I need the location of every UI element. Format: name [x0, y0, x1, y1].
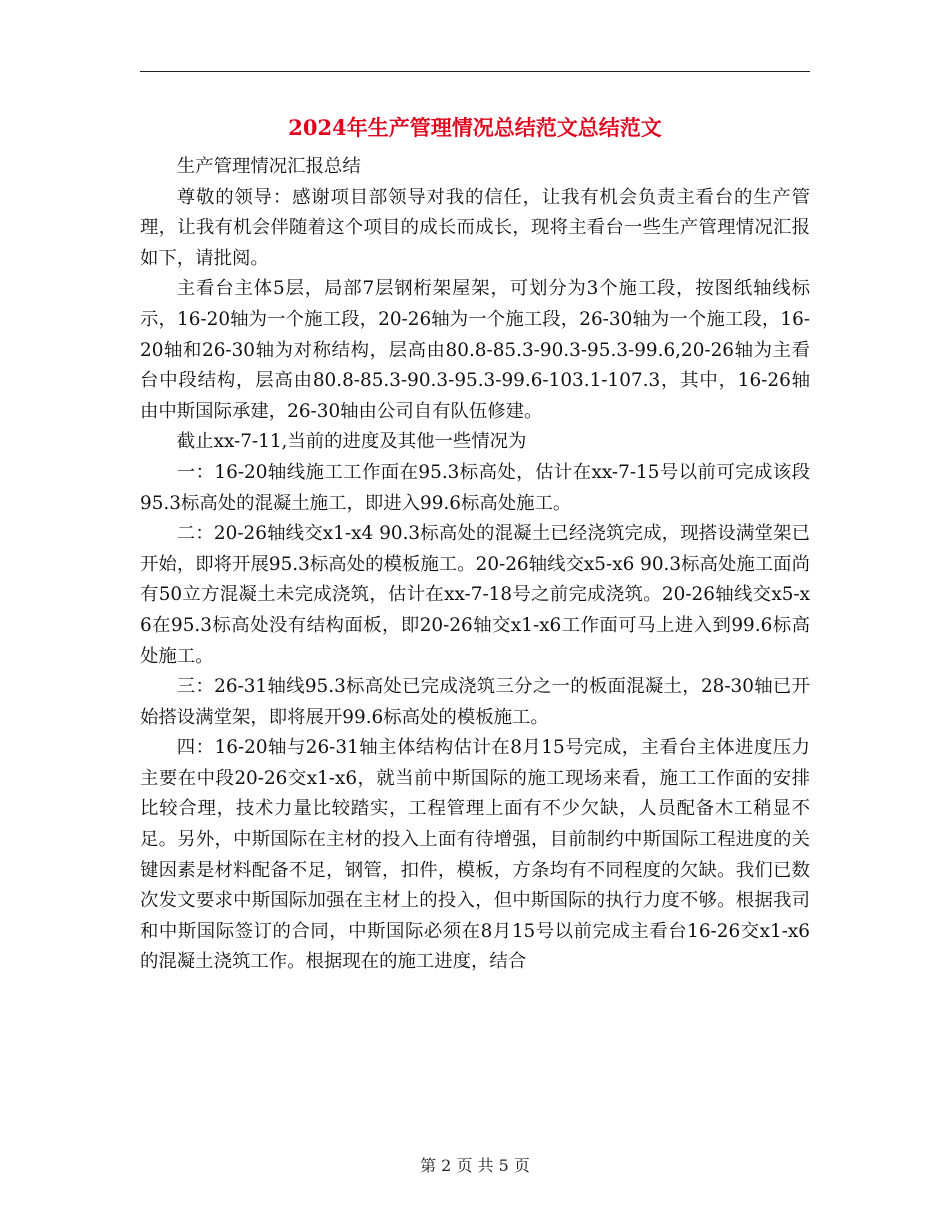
paragraph-item-1: 一：16-20轴线施工工作面在95.3标高处，估计在xx-7-15号以前可完成该段95.3标高处的混凝土施工，即进入99.6标高处施工。 [140, 461, 810, 514]
paragraph-item-3: 三：26-31轴线95.3标高处已完成浇筑三分之一的板面混凝土，28-30轴已开始搭设满堂架，即将展开99.6标高处的模板施工。 [140, 676, 810, 728]
paragraph-progress-intro: 截止xx-7-11,当前的进度及其他一些情况为 [176, 431, 527, 453]
paragraph-subtitle: 生产管理情况汇报总结 [176, 156, 361, 177]
page-number: 第 2 页 共 5 页 [420, 1156, 530, 1175]
paragraph-overview: 主看台主体5层，局部7层钢桁架屋架，可划分为3个施工段，按图纸轴线标示，16-20轴为一个施工段，20-26轴为一个施工段，26-30轴为一个施工段，16-20轴和26-30轴为对称结构，层高由80.8-85.3-90.3-95.3-99.6,20-26轴为主看台中段结构，层高由80.8-85.3-90.3-95.3-99.6-103.1-107.3，其中，16-26轴由中斯国际承建，26-30轴由公司自有队伍修建。 [140, 278, 810, 422]
header-rule [140, 71, 810, 72]
document-title: 2024年生产管理情况总结范文总结范文 [288, 115, 662, 140]
paragraph-item-2: 二：20-26轴线交x1-x4 90.3标高处的混凝土已经浇筑完成，现搭设满堂架已开始，即将开展95.3标高处的模板施工。20-26轴线交x5-x6 90.3标高处施工面尚有50立方混凝土未完成浇筑，估计在xx-7-18号之前完成浇筑。20-26轴线交x5-x6在95.3标高处没有结构面板，即20-26轴交x1-x6工作面可马上进入到99.6标高处施工。 [140, 523, 810, 667]
document-body [140, 152, 810, 978]
paragraph-item-4: 四：16-20轴与26-31轴主体结构估计在8月15号完成，主看台主体进度压力主要在中段20-26交x1-x6，就当前中斯国际的施工现场来看，施工工作面的安排比较合理，技术力量比较踏实，工程管理上面有不少欠缺，人员配备木工稍显不足。另外，中斯国际在主材的投入上面有待增强，目前制约中斯国际工程进度的关键因素是材料配备不足，钢管，扣件，模板，方条均有不同程度的欠缺。我们已数次发文要求中斯国际加强在主材上的投入，但中斯国际的执行力度不够。根据我司和中斯国际签订的合同，中斯国际必须在8月15号以前完成主看台16-26交x1-x6的混凝土浇筑工作。根据现在的施工进度，结合 [140, 737, 810, 973]
paragraph-greeting: 尊敬的领导：感谢项目部领导对我的信任，让我有机会负责主看台的生产管理，让我有机会伴随着这个项目的成长而成长，现将主看台一些生产管理情况汇报如下，请批阅。 [140, 186, 810, 269]
